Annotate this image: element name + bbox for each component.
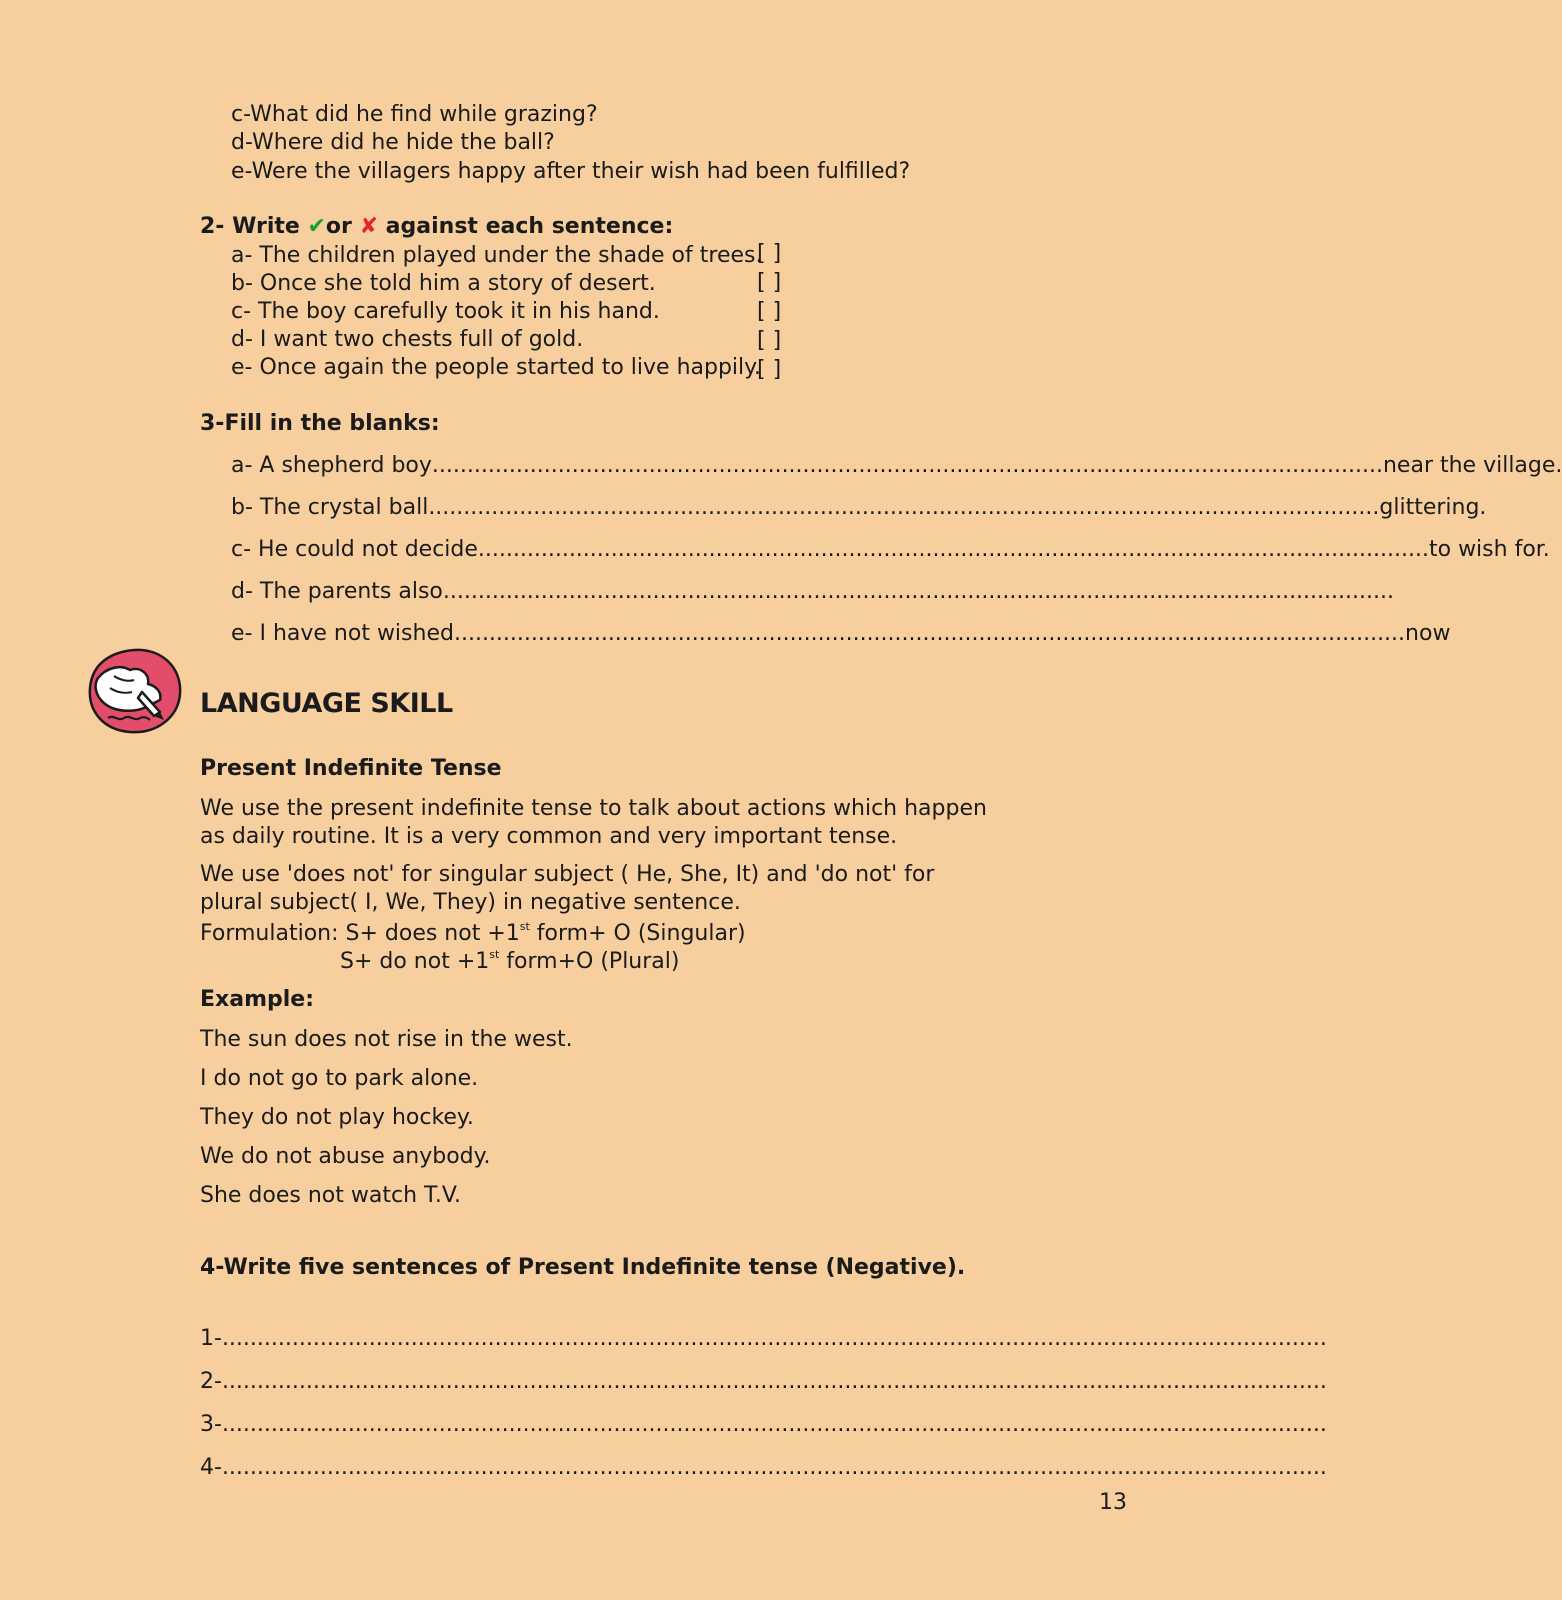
answer-bracket: [ ] — [757, 328, 782, 353]
example-sentence: I do not go to park alone. — [200, 1066, 479, 1091]
formula-text: form+ O (Singular) — [529, 921, 746, 946]
question-e: e-Were the villagers happy after their wish had been fulfilled? — [231, 159, 911, 184]
section2-title — [200, 214, 673, 239]
fill-blank-end: near the village. — [1382, 453, 1562, 478]
section2-item-d: d- I want two chests full of gold. — [231, 327, 584, 352]
blank-dots: ........................................................................................................................................ — [428, 495, 1380, 520]
fill-blank-c — [231, 537, 1550, 562]
line-number: 1- — [200, 1326, 222, 1351]
fill-blank-end: now — [1405, 621, 1451, 646]
example-sentence: They do not play hockey. — [200, 1105, 474, 1130]
blank-dots: .............................................................................................................................................................. — [221, 1326, 1327, 1351]
blank-dots: ........................................................................................................................................ — [477, 537, 1429, 562]
fill-blank-start: e- I have not wished — [231, 621, 454, 646]
fill-blank-b — [231, 495, 1487, 520]
fill-blank-end: to wish for. — [1428, 537, 1550, 562]
writing-line-2 — [200, 1369, 1327, 1394]
formula-superscript: st — [519, 919, 530, 933]
formulation-plural — [340, 948, 679, 976]
answer-bracket: [ ] — [757, 241, 782, 266]
paragraph-2: We use 'does not' for singular subject ( He, She, It) and 'do not' for plural subject( I, We, They) in negative sentence. — [200, 862, 935, 915]
cross-mark-icon: ✘ — [359, 214, 378, 239]
example-sentence: She does not watch T.V. — [200, 1183, 462, 1208]
writing-hand-icon — [84, 646, 186, 736]
line-number: 2- — [200, 1369, 222, 1394]
writing-line-3 — [200, 1412, 1327, 1437]
writing-line-1 — [200, 1326, 1327, 1351]
section2-item-e: e- Once again the people started to live happily. — [231, 355, 762, 380]
section2-or: or — [325, 214, 352, 239]
formulation-singular — [200, 920, 746, 948]
section2-suffix: against each sentence: — [385, 214, 674, 239]
line-number: 4- — [200, 1455, 222, 1480]
paragraph-1: We use the present indefinite tense to talk about actions which happen as daily routine. It is a very common and very important tense. — [200, 796, 987, 849]
example-sentence: We do not abuse anybody. — [200, 1144, 491, 1169]
fill-blank-end: glittering. — [1379, 495, 1487, 520]
question-c: c-What did he find while grazing? — [231, 102, 598, 127]
fill-blank-a — [231, 453, 1562, 478]
page-number: 13 — [1099, 1490, 1127, 1515]
example-sentence: The sun does not rise in the west. — [200, 1027, 573, 1052]
section3-title: 3-Fill in the blanks: — [200, 411, 440, 436]
example-label: Example: — [200, 987, 314, 1012]
answer-bracket: [ ] — [757, 270, 782, 295]
formula-superscript: st — [489, 947, 500, 961]
fill-blank-start: b- The crystal ball — [231, 495, 429, 520]
section2-item-a: a- The children played under the shade of trees. — [231, 243, 763, 268]
tense-subheading: Present Indefinite Tense — [200, 756, 502, 781]
section2-item-b: b- Once she told him a story of desert. — [231, 271, 656, 296]
fill-blank-start: a- A shepherd boy — [231, 453, 432, 478]
section2-prefix: 2- Write — [200, 214, 300, 239]
blank-dots: ........................................................................................................................................ — [453, 621, 1406, 646]
answer-bracket: [ ] — [757, 357, 782, 382]
line-number: 3- — [200, 1412, 222, 1437]
formula-text: S+ do not +1 — [340, 949, 490, 974]
language-skill-heading: LANGUAGE SKILL — [200, 688, 453, 719]
fill-blank-start: c- He could not decide — [231, 537, 478, 562]
blank-dots: .............................................................................................................................................................. — [221, 1369, 1327, 1394]
blank-dots: ........................................................................................................................................ — [442, 579, 1394, 604]
formula-text: Formulation: S+ does not +1 — [200, 921, 520, 946]
blank-dots: ........................................................................................................................................ — [431, 453, 1383, 478]
blank-dots: .............................................................................................................................................................. — [221, 1455, 1327, 1480]
fill-blank-e — [231, 621, 1451, 646]
formula-text: form+O (Plural) — [499, 949, 680, 974]
fill-blank-d — [231, 579, 1394, 604]
answer-bracket: [ ] — [757, 299, 782, 324]
writing-line-4 — [200, 1455, 1327, 1480]
section2-item-c: c- The boy carefully took it in his hand. — [231, 299, 660, 324]
section4-title: 4-Write five sentences of Present Indefinite tense (Negative). — [200, 1255, 966, 1280]
blank-dots: .............................................................................................................................................................. — [221, 1412, 1327, 1437]
check-mark-icon: ✔ — [307, 214, 326, 239]
fill-blank-start: d- The parents also — [231, 579, 443, 604]
question-d: d-Where did he hide the ball? — [231, 130, 555, 155]
